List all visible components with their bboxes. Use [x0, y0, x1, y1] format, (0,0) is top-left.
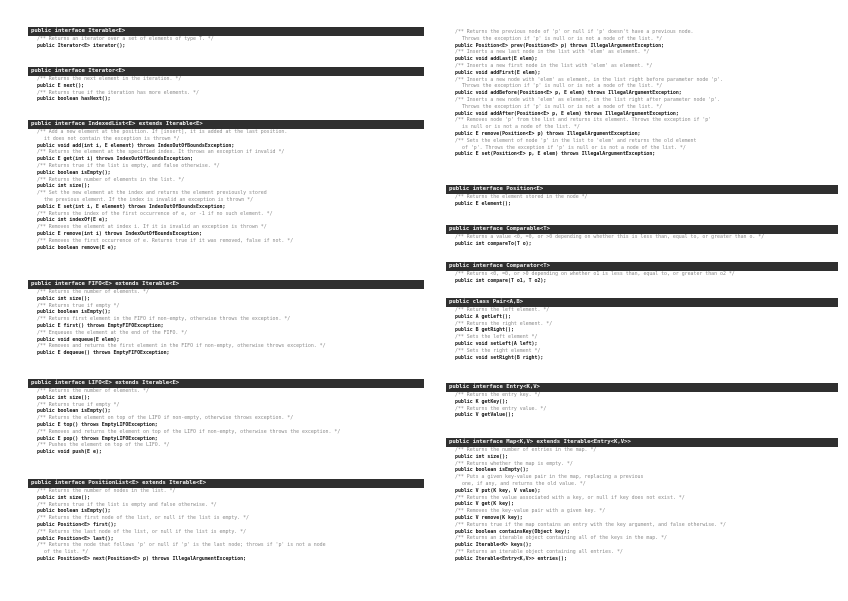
code-comment-line: /** Returns the element at the specified index. It throws an exception if invalid */: [37, 149, 285, 156]
code-comment-line: the previous element. If the index is invalid an exception is thrown */: [44, 196, 254, 203]
code-comment-line: /** Removes the first occurrence of e. Returns true if it was removed, false if not. */: [37, 237, 294, 244]
code-signature-line: public E top() throws EmptyLIFOException;: [37, 421, 158, 428]
interface-block: [446, 225, 838, 248]
code-signature-line: public E remove(Position<E> p) throws IllegalArgumentException;: [455, 130, 641, 137]
code-signature-line: public Iterator<E> iterator();: [37, 42, 126, 49]
code-signature-line: public void addFirst(E elem);: [455, 69, 541, 76]
code-comment-line: it does not contain the exception is thrown */: [44, 135, 180, 142]
code-signature-line: public E element();: [455, 200, 511, 207]
code-comment-line: of the list. */: [44, 549, 89, 556]
interface-block: [446, 438, 838, 563]
code-comment-line: /** Enqueues the element at the end of the FIFO. */: [37, 329, 188, 336]
code-comment-line: Throws the exception if 'p' is null or is not a node of the list. */: [462, 103, 663, 110]
code-comment-line: /** Returns the previous node of 'p' or null if 'p' doesn't have a previous node.: [455, 29, 694, 35]
interface-block: [28, 280, 424, 357]
code-signature-line: public boolean remove(E e);: [37, 244, 117, 251]
code-signature-line: public void add(int i, E element) throws IndexOutOfBoundsException;: [37, 142, 235, 149]
code-signature-line: public boolean isEmpty();: [455, 467, 529, 474]
code-comment-line: /** Inserts a new last node in the list with 'elem' as element. */: [455, 49, 650, 56]
block-header: public interface Iterable<E>: [28, 27, 424, 36]
code-comment-line: /** Returns the first node of the list, or null if the list is empty. */: [37, 515, 249, 522]
code-signature-line: public E set(Position<E> p, E elem) throws IllegalArgumentException;: [455, 151, 656, 158]
code-comment-line: /** Returns an iterable object containing all of the keys in the map. */: [455, 535, 667, 542]
interface-block: [28, 67, 424, 103]
code-signature-line: public boolean hasNext();: [37, 96, 111, 103]
code-signature-line: public int size();: [37, 295, 90, 302]
code-comment-line: /** Add a new element at the position. If [insert], it is added at the last position.: [37, 129, 288, 135]
interface-block-continued: [446, 29, 838, 158]
code-signature-line: public boolean isEmpty();: [37, 309, 111, 316]
block-header: public interface Comparable<T>: [446, 225, 838, 234]
code-comment-line: /** Returns true if the list is empty and false otherwise. */: [37, 501, 217, 508]
code-comment-line: /** Returns whether the map is empty. */: [455, 460, 573, 467]
interface-block: [446, 185, 838, 208]
block-header: public interface Entry<K,V>: [446, 383, 838, 392]
code-signature-line: public E get(int i) throws IndexOutOfBoundsException;: [37, 156, 194, 163]
interface-block: [446, 262, 838, 285]
code-comment-line: /** Returns the index of the first occurrence of e, or -1 if no such element. */: [37, 210, 273, 217]
code-comment-line: /** Removes the key-value pair with a given key. */: [455, 508, 606, 515]
code-signature-line: public int size();: [37, 494, 90, 501]
code-comment-line: /** Returns the node that follows 'p' or null if 'p' is the last node; throws if 'p' is not a node: [37, 542, 326, 549]
code-comment-line: /** Inserts a new node with 'elem' as element, in the list right before parameter node 'p'.: [455, 76, 723, 83]
code-signature-line: public Iterable<Entry<K,V>> entries();: [455, 555, 567, 562]
code-comment-line: /** Pushes the element on top of the LIFO. */: [37, 442, 170, 449]
interface-block: [28, 379, 424, 456]
code-comment-line: /** Removes and returns the first element in the FIFO if non-empty, otherwise throws exception. */: [37, 343, 326, 350]
code-signature-line: public E set(int i, E element) throws IndexOutOfBoundsException;: [37, 203, 226, 210]
code-comment-line: /** Returns the element stored in the node */: [455, 194, 588, 200]
code-comment-line: /** Removes node 'p' from the list and returns its element. Throws the exception if 'p': [455, 117, 712, 124]
code-signature-line: public V put(K key, V value);: [455, 487, 541, 494]
code-signature-line: public Position<E> prev(Position<E> p) throws IllegalArgumentException;: [455, 42, 665, 49]
code-comment-line: /** Puts a given key-value pair in the map, replacing a previous: [455, 474, 644, 481]
code-comment-line: /** Returns the next element in the iteration. */: [37, 76, 182, 82]
code-signature-line: public V remove(K key);: [455, 514, 523, 521]
code-comment-line: /** Returns the right element. */: [455, 320, 553, 327]
code-signature-line: public boolean isEmpty();: [37, 169, 111, 176]
code-comment-line: /** Returns the number of elements in the list. */: [37, 176, 185, 183]
code-comment-line: /** Set the new element at the index and returns the element previously stored: [37, 190, 267, 197]
code-signature-line: public E remove(int i) throws IndexOutOfBoundsException;: [37, 230, 202, 237]
code-signature-line: public void enqueue(E elem);: [37, 336, 120, 343]
interface-block: [28, 27, 424, 50]
code-comment-line: /** Inserts a new first node in the list with 'elem' as element. */: [455, 62, 653, 69]
code-signature-line: public void addLast(E elem);: [455, 56, 538, 63]
code-comment-line: /** Returns <0, =0, or >0 depending on whether o1 is less than, equal to, or greater than o2 */: [455, 271, 735, 277]
block-header: public interface PositionList<E> extends Iterable<E>: [28, 479, 424, 488]
block-header: public interface LIFO<E> extends Iterable<E>: [28, 379, 424, 388]
code-signature-line: public void addBefore(Position<E> p, E elem) throws IllegalArgumentException;: [455, 90, 682, 97]
code-comment-line: /** Returns an iterator over a set of elements of type T. */: [37, 36, 214, 42]
code-comment-line: /** Returns the entry value. */: [455, 405, 547, 412]
code-comment-line: /** Returns first element in the FIFO if non-empty, otherwise throws the exception. */: [37, 316, 291, 323]
block-header: public interface FIFO<E> extends Iterable<E>: [28, 280, 424, 289]
code-signature-line: public V get(K key);: [455, 501, 514, 508]
code-comment-line: /** Returns the element on top of the LIFO if non-empty, otherwise throws exception. */: [37, 415, 294, 422]
code-comment-line: /** Returns the last node of the list, or null if the list is empty. */: [37, 528, 247, 535]
code-signature-line: public E first() throws EmptyFIFOException;: [37, 322, 164, 329]
interface-block: [446, 298, 838, 361]
code-signature-line: public E pop() throws EmptyLIFOException;: [37, 435, 158, 442]
code-signature-line: public Iterable<K> keys();: [455, 542, 532, 549]
code-comment-line: /** Returns the left element. */: [455, 307, 550, 313]
code-comment-line: of 'p'. Throws the exception if 'p' is null or is not a node of the list. */: [462, 144, 686, 151]
interface-block: [28, 120, 424, 251]
code-comment-line: /** Returns the entry key. */: [455, 392, 541, 398]
code-comment-line: /** Sets the left element */: [455, 334, 538, 341]
code-comment-line: /** Removes and returns the element on top of the LIFO if non-empty, otherwise throws the exception. */: [37, 428, 341, 435]
code-signature-line: public int size();: [37, 183, 90, 190]
code-comment-line: /** Returns true if empty */: [37, 401, 120, 408]
code-signature-line: public void setRight(B right);: [455, 354, 544, 361]
block-header: public interface Map<K,V> extends Iterable<Entry<K,V>>: [446, 438, 838, 447]
interface-block: [28, 479, 424, 563]
code-signature-line: public boolean isEmpty();: [37, 508, 111, 515]
code-comment-line: /** Sets the element of node 'p' in the list to 'elem' and returns the old element: [455, 137, 697, 144]
code-signature-line: public int compareTo(T o);: [455, 240, 532, 247]
code-comment-line: /** Returns the number of entries in the map. */: [455, 447, 597, 453]
code-signature-line: public B getRight();: [455, 327, 514, 334]
code-comment-line: /** Returns the value associated with a key, or null if key does not exist. */: [455, 494, 685, 501]
code-comment-line: /** Sets the right element */: [455, 347, 541, 354]
block-header: public class Pair<A,B>: [446, 298, 838, 307]
code-signature-line: public E dequeue() throws EmptyFIFOException;: [37, 350, 170, 357]
code-comment-line: /** Removes the element at index i. If it is invalid an exception is thrown */: [37, 224, 267, 231]
code-comment-line: Throws the exception if 'p' is null or is not a node of the list. */: [462, 83, 663, 90]
code-signature-line: public void setLeft(A left);: [455, 340, 538, 347]
interface-block: [446, 383, 838, 419]
block-header: public interface Position<E>: [446, 185, 838, 194]
code-signature-line: public Position<E> next(Position<E> p) throws IllegalArgumentException;: [37, 555, 247, 562]
code-signature-line: public E next();: [37, 82, 85, 89]
code-signature-line: public A getLeft();: [455, 313, 511, 320]
code-comment-line: /** Returns an iterable object containing all entries. */: [455, 548, 623, 555]
code-comment-line: /** Returns the number of nodes in the list. */: [37, 488, 176, 494]
code-comment-line: /** Returns a value <0, =0, or >0 depending on whether this is less than, equal to, or greater than o. */: [455, 234, 765, 240]
code-comment-line: /** Returns true if the iteration has more elements. */: [37, 89, 199, 96]
code-comment-line: /** Returns the number of elements. */: [37, 289, 149, 295]
code-signature-line: public int size();: [37, 394, 90, 401]
code-signature-line: public void push(E e);: [37, 449, 102, 456]
code-signature-line: public Position<E> first();: [37, 521, 117, 528]
code-comment-line: one, if any, and returns the old value. */: [462, 480, 586, 487]
code-signature-line: public Position<E> last();: [37, 535, 114, 542]
code-comment-line: is null or is not a node of the list. */: [462, 124, 580, 131]
code-comment-line: /** Returns the number of elements. */: [37, 388, 149, 394]
block-header: public interface Comparator<T>: [446, 262, 838, 271]
code-signature-line: public int size();: [455, 453, 508, 460]
block-header: public interface Iterator<E>: [28, 67, 424, 76]
code-signature-line: public void addAfter(Position<E> p, E elem) throws IllegalArgumentException;: [455, 110, 679, 117]
code-comment-line: Throws the exception if 'p' is null or is not a node of the list. */: [462, 35, 663, 42]
code-signature-line: public boolean containsKey(Object key);: [455, 528, 570, 535]
code-signature-line: public V getValue();: [455, 412, 514, 419]
code-signature-line: public int indexOf(E e);: [37, 217, 108, 224]
code-comment-line: /** Returns true if the map contains an entry with the key argument, and false otherwise. */: [455, 521, 726, 528]
code-comment-line: /** Inserts a new node with 'elem' as element, in the list right after parameter node 'p'.: [455, 96, 720, 103]
code-signature-line: public int compare(T o1, T o2);: [455, 277, 547, 284]
code-signature-line: public K getKey();: [455, 398, 508, 405]
code-signature-line: public boolean isEmpty();: [37, 408, 111, 415]
code-comment-line: /** Returns true if empty */: [37, 302, 120, 309]
block-header: public interface IndexedList<E> extends Iterable<E>: [28, 120, 424, 129]
code-comment-line: /** Returns true if the list is empty, and false otherwise. */: [37, 162, 220, 169]
